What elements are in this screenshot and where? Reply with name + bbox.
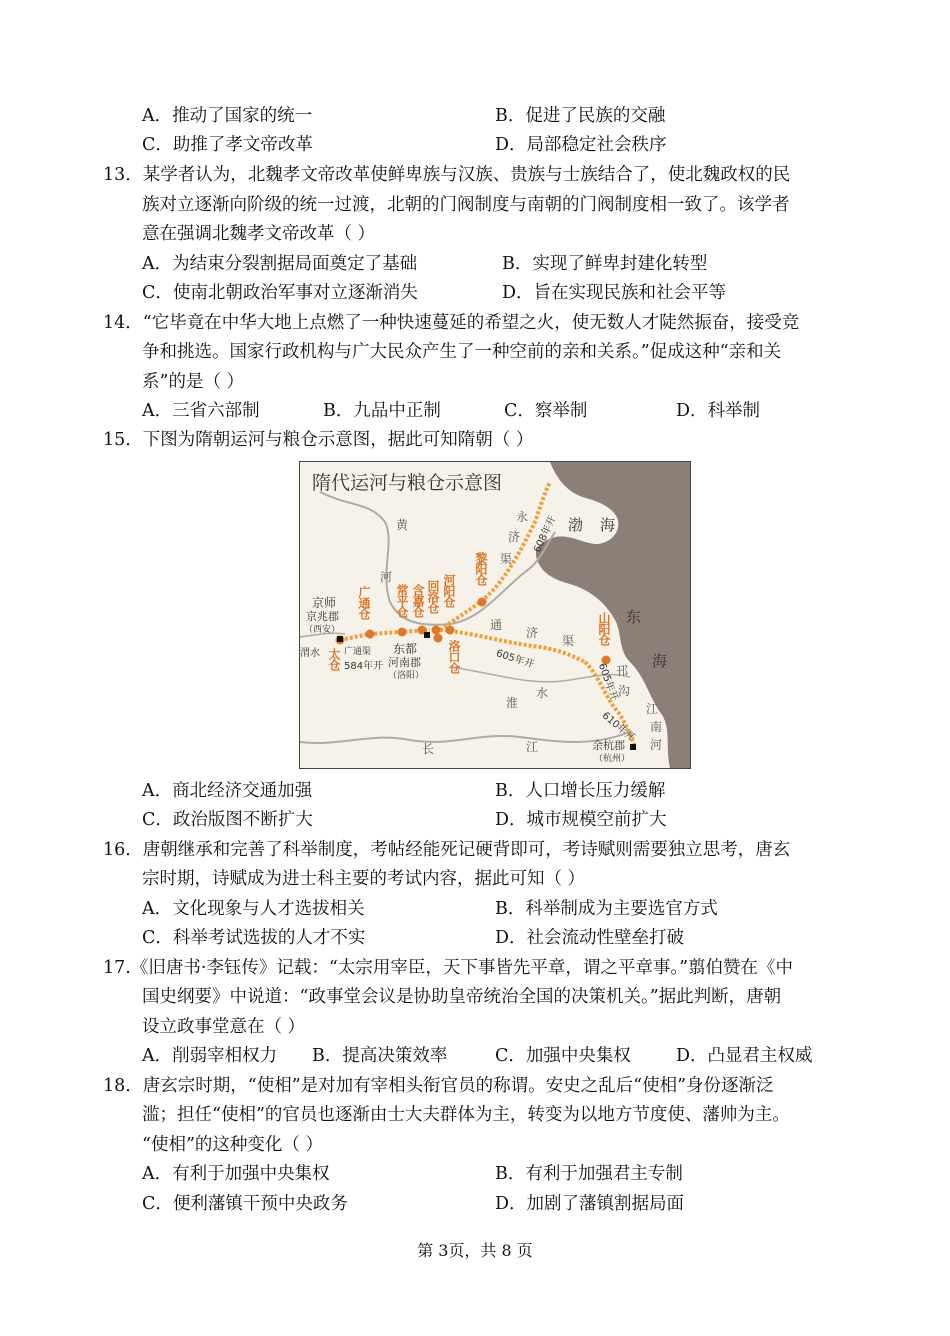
- q13-option-a: A．为结束分裂割据局面奠定了基础: [142, 254, 418, 274]
- q16-stem-line-1: 16．唐朝继承和完善了科举制度，考帖经能死记硬背即可，考诗赋则需要独立思考，唐玄: [103, 840, 791, 860]
- river-char-huang: 黄: [396, 518, 409, 532]
- q13-stem-line-1: 13．某学者认为，北魏孝文帝改革使鲜卑族与汉族、贵族与士族结合了，使北魏政权的民: [103, 165, 791, 185]
- label-605-tongji: 605年开: [494, 648, 536, 671]
- q16-option-c: C．科举考试选拔的人才不实: [142, 928, 366, 948]
- canal-char-ji-2: 济: [526, 626, 539, 640]
- label-dongdu: 东都: [393, 642, 418, 656]
- q16-option-a: A．文化现象与人才选拔相关: [142, 899, 365, 919]
- label-xian: （西安）: [304, 625, 341, 635]
- canal-char-gou: 沟: [618, 684, 631, 698]
- canal-char-qu-2: 渠: [562, 634, 575, 648]
- granary-changping: [398, 628, 407, 637]
- q14-option-a: A．三省六部制: [142, 401, 260, 421]
- canal-char-jiang-2: 江: [646, 702, 659, 716]
- guangtong-canal: [340, 630, 430, 640]
- q14-option-c: C．察举制: [504, 401, 588, 421]
- sea-char-hai: 海: [600, 516, 616, 534]
- q15-option-a: A．商北经济交通加强: [142, 781, 313, 801]
- q18-option-b: B．有利于加强君主专制: [495, 1164, 683, 1184]
- label-608: 608年开: [532, 514, 559, 555]
- q17-stem-line-1: 17.《旧唐书·李钰传》记载：“太宗用宰臣，天下事皆先平章，谓之平章事。”翦伯赞在《中: [103, 958, 794, 978]
- city-jingshi-marker: [337, 636, 343, 642]
- q17-stem-line-2: 国史纲要》中说道：“政事堂会议是协助皇帝统治全国的决策机关。”据此判断，唐朝: [142, 987, 782, 1007]
- q14-option-d: D．科举制: [676, 401, 761, 421]
- canal-char-nan: 南: [650, 720, 663, 734]
- river-char-shui: 水: [536, 686, 549, 700]
- q15-option-c: C．政治版图不断扩大: [142, 810, 313, 830]
- canal-char-han: 邗: [616, 664, 629, 678]
- q18-option-d: D．加剧了藩镇割据局面: [495, 1194, 685, 1214]
- label-liyang-granary: 黎阳仓: [474, 552, 488, 585]
- yangtze-river: [300, 732, 630, 743]
- label-jingshi: 京师: [312, 596, 337, 610]
- label-yuhang: 余杭郡: [592, 739, 625, 752]
- label-605-hangou: 605年开: [595, 661, 620, 703]
- q17-option-d: D．凸显君主权威: [676, 1046, 813, 1066]
- q18-option-a: A．有利于加强中央集权: [142, 1164, 330, 1184]
- label-tai-granary: 太仓: [327, 648, 341, 670]
- label-guangtongqu: 广通渠: [344, 647, 372, 657]
- q13-stem-line-3: 意在强调北魏孝文帝改革（ ）: [142, 224, 376, 244]
- q17-option-b: B．提高决策效率: [312, 1046, 448, 1066]
- river-char-jiang: 江: [526, 740, 539, 754]
- label-hanjia-granary: 含嘉仓: [411, 584, 425, 617]
- canal-char-he-2: 河: [650, 738, 663, 752]
- sea-char-bo: 渤: [568, 516, 584, 534]
- label-changping-granary: 常平仓: [395, 584, 409, 617]
- granary-huiluo: [432, 626, 441, 635]
- city-dongdu-marker: [424, 632, 430, 638]
- q13-stem-line-2: 族对立逐渐向阶级的统一过渡，北朝的门阀制度与南朝的门阀制度相一致了。该学者: [142, 195, 790, 215]
- yongji-canal: [440, 482, 550, 630]
- sea-char-hai-2: 海: [652, 652, 668, 670]
- label-luokou-granary: 洛口仓: [447, 640, 461, 673]
- label-luoyang: （洛阳）: [388, 671, 425, 681]
- q18-stem-line-2: 滥；担任“使相”的官员也逐渐由士大夫群体为主，转变为以地方节度使、藩帅为主。: [142, 1105, 790, 1125]
- q12-option-b: B．促进了民族的交融: [495, 106, 666, 126]
- label-heyang-granary: 河阳仓: [442, 574, 456, 607]
- label-shanyang-granary: 山阳仓: [597, 612, 611, 645]
- canal-char-yong: 永: [516, 510, 529, 524]
- q17-option-a: A．削弱宰相权力: [142, 1046, 278, 1066]
- q17-option-c: C．加强中央集权: [495, 1046, 631, 1066]
- sea-char-dong: 东: [626, 608, 642, 626]
- q14-stem-line-1: 14．“它毕竟在中华大地上点燃了一种快速蔓延的希望之火，使无数人才陡然振奋，接受竞: [103, 313, 800, 333]
- canal-char-ji: 济: [508, 530, 521, 544]
- canal-char-qu: 渠: [500, 552, 513, 566]
- map-title: 隋代运河与粮仓示意图: [312, 472, 503, 494]
- q15-stem: 15．下图为隋朝运河与粮仓示意图，据此可知隋朝（ ）: [103, 430, 534, 450]
- label-huiluo-granary: 回洛仓: [426, 580, 440, 613]
- q12-option-c: C．助推了孝文帝改革: [142, 135, 313, 155]
- q13-option-c: C．使南北朝政治军事对立逐渐消失: [142, 283, 418, 303]
- canal-char-tong: 通: [490, 618, 503, 632]
- q14-stem-line-2: 争和挑选。国家行政机构与广大民众产生了一种空前的亲和关系。”促成这种“亲和关: [142, 342, 782, 362]
- river-char-chang: 长: [422, 742, 435, 756]
- q16-stem-line-2: 宗时期，诗赋成为进士科主要的考试内容，据此可知（ ）: [142, 869, 586, 889]
- granary-guangtong: [366, 630, 375, 639]
- label-weishui: 渭水: [300, 648, 320, 659]
- q18-option-c: C．便利藩镇干预中央政务: [142, 1194, 348, 1214]
- q16-option-b: B．科举制成为主要选官方式: [495, 899, 718, 919]
- granary-luokou: [434, 634, 443, 643]
- city-yuhang-marker: [630, 744, 636, 750]
- river-char-huai: 淮: [506, 696, 519, 710]
- q13-option-b: B．实现了鲜卑封建化转型: [502, 254, 708, 274]
- label-jingzhao: 京兆郡: [306, 610, 339, 623]
- q14-option-b: B．九品中正制: [323, 401, 441, 421]
- q13-option-d: D．旨在实现民族和社会平等: [502, 283, 727, 303]
- label-584: 584年开: [344, 661, 384, 672]
- label-hangzhou: （杭州）: [594, 754, 631, 764]
- river-char-he: 河: [380, 570, 393, 584]
- q18-stem-line-1: 18．唐玄宗时期，“使相”是对加有宰相头衔官员的称谓。安史之乱后“使相”身份逐渐泛: [103, 1076, 774, 1096]
- page-footer: 第 3页，共 8 页: [417, 1241, 533, 1260]
- q12-option-a: A．推动了国家的统一: [142, 106, 313, 126]
- q12-option-d: D．局部稳定社会秩序: [495, 135, 667, 155]
- q16-option-d: D．社会流动性壁垒打破: [495, 928, 685, 948]
- sui-canal-map: [299, 461, 691, 769]
- q18-stem-line-3: “使相”的这种变化（ ）: [142, 1135, 323, 1155]
- q15-option-b: B．人口增长压力缓解: [495, 781, 666, 801]
- granary-liyang: [478, 598, 487, 607]
- label-henan: 河南郡: [388, 656, 421, 669]
- label-610: 610年开: [599, 710, 637, 744]
- q17-stem-line-3: 设立政事堂意在（ ）: [142, 1017, 306, 1037]
- label-guangtong-granary: 广通仓: [357, 586, 371, 619]
- granary-heyang: [446, 626, 455, 635]
- q15-option-d: D．城市规模空前扩大: [495, 810, 667, 830]
- q14-stem-line-3: 系”的是（ ）: [142, 372, 245, 392]
